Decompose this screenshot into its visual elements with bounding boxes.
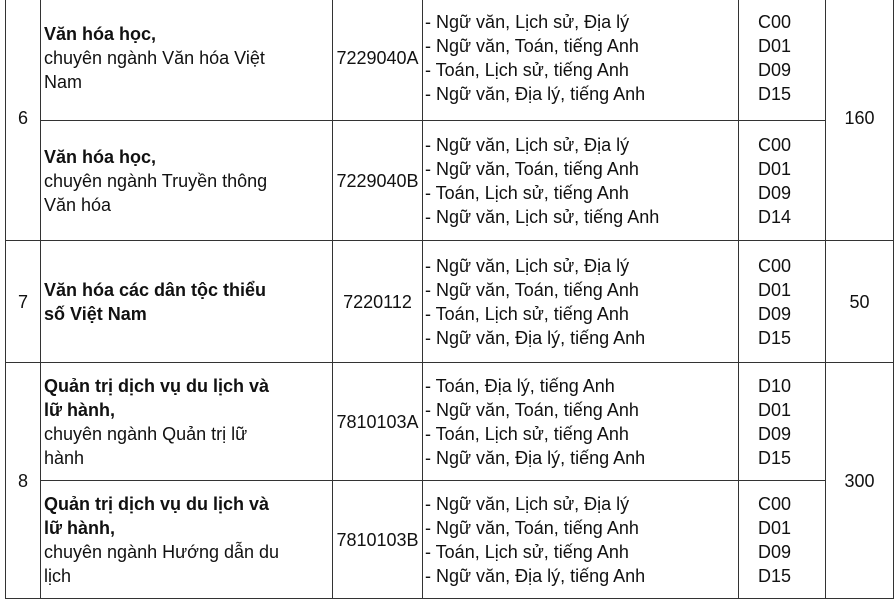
combo-block: D15 <box>758 83 792 104</box>
combo-subjects: - Ngữ văn, Lịch sử, Địa lý <box>425 134 630 155</box>
combo-block: C00 <box>758 493 792 514</box>
combo-subjects: - Ngữ văn, Lịch sử, tiếng Anh <box>425 206 660 227</box>
program-title: Quản trị dịch vụ du lịch và <box>44 375 270 396</box>
combo-block: D09 <box>758 303 792 324</box>
combo-subjects: - Toán, Lịch sử, tiếng Anh <box>425 541 629 562</box>
combo-block: D01 <box>758 35 792 56</box>
table-row <box>6 121 894 241</box>
table-row <box>6 0 894 121</box>
program-subtitle: Văn hóa <box>44 194 112 215</box>
combo-block: D14 <box>758 206 792 227</box>
combo-block: D01 <box>758 399 792 420</box>
combo-block: D15 <box>758 565 792 586</box>
program-subtitle: chuyên ngành Văn hóa Việt <box>44 47 265 68</box>
program-subtitle: chuyên ngành Hướng dẫn du <box>44 541 280 562</box>
program-subtitle: chuyên ngành Quản trị lữ <box>44 423 248 444</box>
program-name <box>41 241 333 363</box>
combo-subjects: - Toán, Địa lý, tiếng Anh <box>425 375 615 396</box>
table-row <box>6 241 894 363</box>
combo-block: C00 <box>758 255 792 276</box>
combo-block: D10 <box>758 375 792 396</box>
row-number: 8 <box>6 363 41 599</box>
combo-block: C00 <box>758 11 792 32</box>
combo-subjects: - Ngữ văn, Toán, tiếng Anh <box>425 158 639 179</box>
combo-blocks <box>739 0 826 121</box>
program-subtitle: hành <box>44 447 85 468</box>
subject-combos <box>423 363 739 481</box>
combo-subjects: - Ngữ văn, Địa lý, tiếng Anh <box>425 327 646 348</box>
combo-subjects: - Ngữ văn, Địa lý, tiếng Anh <box>425 565 646 586</box>
subject-combos <box>423 0 739 121</box>
combo-block: C00 <box>758 134 792 155</box>
combo-blocks <box>739 121 826 241</box>
program-title: Quản trị dịch vụ du lịch và <box>44 493 270 514</box>
row-number: 7 <box>6 241 41 363</box>
combo-subjects: - Ngữ văn, Toán, tiếng Anh <box>425 399 639 420</box>
combo-subjects: - Ngữ văn, Lịch sử, Địa lý <box>425 255 630 276</box>
program-title: Văn hóa học, <box>44 23 157 44</box>
program-title: số Việt Nam <box>44 303 147 324</box>
program-code: 7220112 <box>333 241 423 363</box>
subject-combos <box>423 241 739 363</box>
combo-block: D09 <box>758 59 792 80</box>
program-code: 7229040A <box>333 0 423 121</box>
combo-block: D09 <box>758 541 792 562</box>
combo-block: D15 <box>758 447 792 468</box>
program-code: 7810103B <box>333 481 423 599</box>
program-name <box>41 481 333 599</box>
table-row <box>6 481 894 599</box>
subject-combos <box>423 481 739 599</box>
program-title: lữ hành, <box>44 399 116 420</box>
combo-block: D15 <box>758 327 792 348</box>
table-row <box>6 363 894 481</box>
quota: 160 <box>826 0 894 241</box>
program-title: Văn hóa học, <box>44 146 157 167</box>
program-name <box>41 0 333 121</box>
combo-subjects: - Ngữ văn, Lịch sử, Địa lý <box>425 493 630 514</box>
program-subtitle: chuyên ngành Truyền thông <box>44 170 268 191</box>
combo-block: D01 <box>758 517 792 538</box>
combo-block: D01 <box>758 279 792 300</box>
combo-block: D09 <box>758 423 792 444</box>
combo-block: D09 <box>758 182 792 203</box>
combo-subjects: - Toán, Lịch sử, tiếng Anh <box>425 423 629 444</box>
program-subtitle: lịch <box>44 565 72 586</box>
quota: 300 <box>826 363 894 599</box>
combo-blocks <box>739 481 826 599</box>
row-number: 6 <box>6 0 41 241</box>
combo-subjects: - Ngữ văn, Toán, tiếng Anh <box>425 279 639 300</box>
program-name <box>41 363 333 481</box>
combo-subjects: - Toán, Lịch sử, tiếng Anh <box>425 59 629 80</box>
combo-block: D01 <box>758 158 792 179</box>
combo-subjects: - Ngữ văn, Địa lý, tiếng Anh <box>425 83 646 104</box>
quota: 50 <box>826 241 894 363</box>
program-subtitle: Nam <box>44 71 83 92</box>
combo-subjects: - Toán, Lịch sử, tiếng Anh <box>425 182 629 203</box>
combo-blocks <box>739 241 826 363</box>
admissions-table <box>5 0 894 599</box>
combo-subjects: - Ngữ văn, Lịch sử, Địa lý <box>425 11 630 32</box>
program-title: lữ hành, <box>44 517 116 538</box>
combo-subjects: - Ngữ văn, Địa lý, tiếng Anh <box>425 447 646 468</box>
program-code: 7810103A <box>333 363 423 481</box>
program-code: 7229040B <box>333 121 423 241</box>
program-name <box>41 121 333 241</box>
combo-subjects: - Toán, Lịch sử, tiếng Anh <box>425 303 629 324</box>
program-title: Văn hóa các dân tộc thiểu <box>44 279 267 300</box>
subject-combos <box>423 121 739 241</box>
combo-blocks <box>739 363 826 481</box>
combo-subjects: - Ngữ văn, Toán, tiếng Anh <box>425 35 639 56</box>
combo-subjects: - Ngữ văn, Toán, tiếng Anh <box>425 517 639 538</box>
